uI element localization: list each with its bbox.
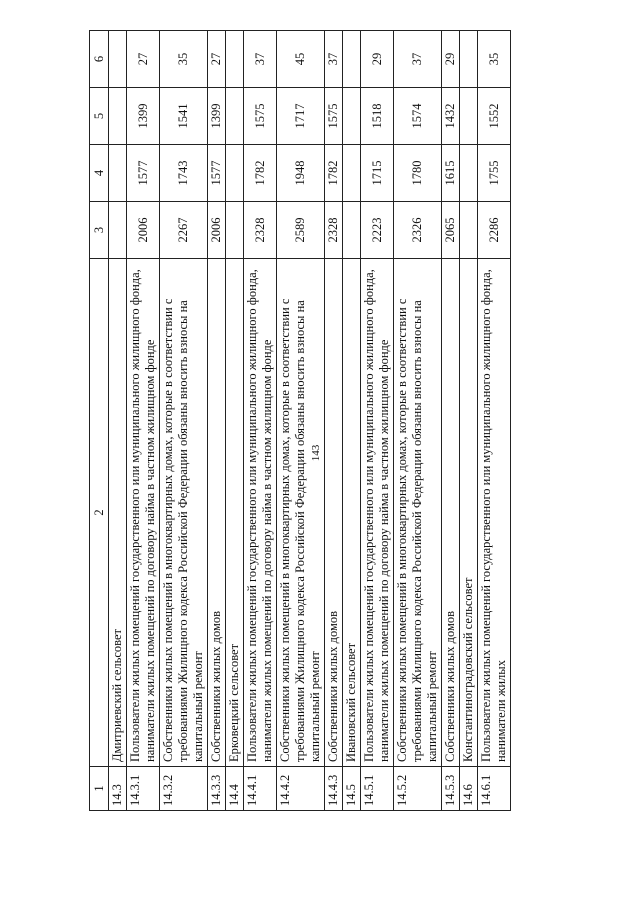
row-value-col6: 35 — [160, 31, 208, 88]
table-row — [442, 31, 460, 811]
tariff-table — [89, 30, 511, 811]
row-value-col4 — [460, 145, 478, 202]
row-value-col4: 1782 — [325, 145, 343, 202]
row-description: Собственники жилых домов — [208, 259, 226, 767]
row-value-col5 — [343, 88, 361, 145]
row-code: 14.4.3 — [325, 767, 343, 811]
row-value-col6 — [109, 31, 127, 88]
row-value-col3: 2328 — [325, 202, 343, 259]
column-header: 5 — [90, 88, 109, 145]
row-value-col3: 2267 — [160, 202, 208, 259]
table-row — [343, 31, 361, 811]
row-description: Собственники жилых помещений в многоквартирных домах, которые в соответствии с требованиями Жилищного кодекса Российской Федерации обязаны вносить взносы на капитальный ремонт — [277, 259, 325, 767]
row-description: Собственники жилых помещений в многоквартирных домах, которые в соответствии с требованиями Жилищного кодекса Российской Федерации обязаны вносить взносы на капитальный ремонт — [160, 259, 208, 767]
row-value-col5: 1518 — [361, 88, 394, 145]
row-value-col4: 1577 — [127, 145, 160, 202]
row-value-col6: 37 — [394, 31, 442, 88]
table-row — [325, 31, 343, 811]
row-value-col3: 2065 — [442, 202, 460, 259]
row-code: 14.4 — [226, 767, 244, 811]
row-value-col3: 2286 — [478, 202, 511, 259]
row-code: 14.5 — [343, 767, 361, 811]
row-value-col6: 27 — [208, 31, 226, 88]
row-value-col4: 1755 — [478, 145, 511, 202]
table-row — [394, 31, 442, 811]
row-value-col4: 1615 — [442, 145, 460, 202]
table-row — [127, 31, 160, 811]
row-value-col3 — [460, 202, 478, 259]
header-row — [90, 31, 109, 811]
row-code: 14.3.2 — [160, 767, 208, 811]
row-value-col5: 1574 — [394, 88, 442, 145]
row-value-col6: 45 — [277, 31, 325, 88]
row-value-col3: 2326 — [394, 202, 442, 259]
row-description: Собственники жилых домов — [442, 259, 460, 767]
row-value-col3 — [343, 202, 361, 259]
row-value-col3 — [109, 202, 127, 259]
row-code: 14.4.2 — [277, 767, 325, 811]
table-row — [460, 31, 478, 811]
table-row — [160, 31, 208, 811]
row-value-col3: 2006 — [127, 202, 160, 259]
row-description: Константиноградовский сельсовет — [460, 259, 478, 767]
row-value-col5 — [226, 88, 244, 145]
page-number: 143 — [310, 444, 322, 462]
row-value-col5: 1717 — [277, 88, 325, 145]
row-value-col5: 1552 — [478, 88, 511, 145]
row-value-col5: 1575 — [325, 88, 343, 145]
column-header: 6 — [90, 31, 109, 88]
row-code: 14.3.1 — [127, 767, 160, 811]
row-value-col6: 37 — [244, 31, 277, 88]
table-row — [361, 31, 394, 811]
row-code: 14.6.1 — [478, 767, 511, 811]
row-code: 14.6 — [460, 767, 478, 811]
row-value-col5: 1541 — [160, 88, 208, 145]
row-value-col6 — [226, 31, 244, 88]
row-value-col6: 29 — [442, 31, 460, 88]
row-value-col3: 2328 — [244, 202, 277, 259]
row-value-col5 — [460, 88, 478, 145]
row-value-col5: 1399 — [127, 88, 160, 145]
row-value-col4: 1577 — [208, 145, 226, 202]
table-row — [226, 31, 244, 811]
table-row — [478, 31, 511, 811]
row-description: Собственники жилых помещений в многоквартирных домах, которые в соответствии с требованиями Жилищного кодекса Российской Федерации обязаны вносить взносы на капитальный ремонт — [394, 259, 442, 767]
row-description: Пользователи жилых помещений государственного или муниципального жилищного фонда, наниматели жилых помещений по договору найма в частном жилищном фонде — [244, 259, 277, 767]
column-header: 4 — [90, 145, 109, 202]
row-code: 14.3 — [109, 767, 127, 811]
row-description: Пользователи жилых помещений государственного или муниципального жилищного фонда, наниматели жилых — [478, 259, 511, 767]
table-body — [109, 31, 511, 811]
row-value-col5: 1432 — [442, 88, 460, 145]
table-row — [109, 31, 127, 811]
row-value-col4: 1948 — [277, 145, 325, 202]
row-value-col3: 2223 — [361, 202, 394, 259]
tariff-table-wrapper — [89, 31, 599, 811]
row-code: 14.5.3 — [442, 767, 460, 811]
table-row — [277, 31, 325, 811]
column-header: 2 — [90, 259, 109, 767]
row-value-col4 — [226, 145, 244, 202]
row-value-col6 — [460, 31, 478, 88]
row-value-col6: 27 — [127, 31, 160, 88]
row-description: Собственники жилых домов — [325, 259, 343, 767]
row-description: Дмитриевский сельсовет — [109, 259, 127, 767]
row-value-col4 — [343, 145, 361, 202]
table-row — [244, 31, 277, 811]
row-value-col5 — [109, 88, 127, 145]
row-value-col4: 1782 — [244, 145, 277, 202]
row-value-col6: 35 — [478, 31, 511, 88]
row-value-col6 — [343, 31, 361, 88]
row-value-col6: 29 — [361, 31, 394, 88]
row-code: 14.5.2 — [394, 767, 442, 811]
row-value-col6: 37 — [325, 31, 343, 88]
row-value-col4 — [109, 145, 127, 202]
row-value-col4: 1743 — [160, 145, 208, 202]
row-code: 14.3.3 — [208, 767, 226, 811]
row-value-col3 — [226, 202, 244, 259]
row-code: 14.5.1 — [361, 767, 394, 811]
row-value-col5: 1399 — [208, 88, 226, 145]
row-description: Пользователи жилых помещений государственного или муниципального жилищного фонда, наниматели жилых помещений по договору найма в частном жилищном фонде — [127, 259, 160, 767]
row-description: Ерковецкий сельсовет — [226, 259, 244, 767]
row-description: Ивановский сельсовет — [343, 259, 361, 767]
row-value-col3: 2006 — [208, 202, 226, 259]
row-value-col4: 1780 — [394, 145, 442, 202]
row-code: 14.4.1 — [244, 767, 277, 811]
column-header: 1 — [90, 767, 109, 811]
row-value-col4: 1715 — [361, 145, 394, 202]
row-description: Пользователи жилых помещений государственного или муниципального жилищного фонда, наниматели жилых помещений по договору найма в частном жилищном фонде — [361, 259, 394, 767]
row-value-col3: 2589 — [277, 202, 325, 259]
column-header: 3 — [90, 202, 109, 259]
row-value-col5: 1575 — [244, 88, 277, 145]
table-row — [208, 31, 226, 811]
